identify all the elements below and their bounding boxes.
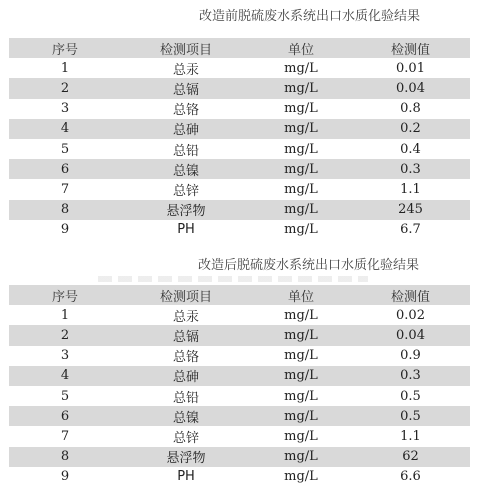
cell-test-item: PH xyxy=(177,469,195,485)
cell-serial-number: 7 xyxy=(60,181,70,197)
table-header-row xyxy=(9,38,470,58)
header-test-value: 检测值 xyxy=(390,289,430,305)
cell-unit: mg/L xyxy=(284,222,318,238)
cell-test-item: 总铅 xyxy=(172,143,199,159)
table-row xyxy=(9,58,470,78)
header-test-value: 检测值 xyxy=(390,42,430,58)
cell-serial-number: 1 xyxy=(60,307,70,323)
cell-test-item: 总镉 xyxy=(172,329,199,345)
cell-unit: mg/L xyxy=(284,101,318,117)
cell-unit: mg/L xyxy=(284,141,318,157)
cell-serial-number: 6 xyxy=(60,161,70,177)
cell-test-item: 总汞 xyxy=(172,62,199,78)
table-row xyxy=(9,447,470,467)
cell-test-value: 0.9 xyxy=(400,348,421,364)
cell-test-value: 1.1 xyxy=(400,181,421,197)
table-row xyxy=(9,220,470,240)
cell-test-item: 悬浮物 xyxy=(166,204,206,220)
cell-test-value: 6.7 xyxy=(400,222,421,238)
table-row xyxy=(9,159,470,179)
table-row xyxy=(9,305,470,325)
cell-test-value: 0.01 xyxy=(396,60,425,76)
cell-unit: mg/L xyxy=(284,181,318,197)
cell-unit: mg/L xyxy=(284,327,318,343)
cell-unit: mg/L xyxy=(284,469,318,485)
table-row xyxy=(9,467,470,487)
table-row xyxy=(9,139,470,159)
table-row xyxy=(9,406,470,426)
cell-test-item: 总汞 xyxy=(172,309,199,325)
cell-test-value: 0.2 xyxy=(400,121,421,137)
cell-unit: mg/L xyxy=(284,348,318,364)
cell-test-value: 0.04 xyxy=(396,327,425,343)
cell-test-item: 总砷 xyxy=(172,123,199,139)
header-test-item: 检测项目 xyxy=(159,289,212,305)
cell-test-value: 62 xyxy=(402,449,419,465)
table-after xyxy=(9,285,470,487)
bleed-through-artifact xyxy=(98,276,368,282)
cell-serial-number: 7 xyxy=(60,428,70,444)
table-row xyxy=(9,346,470,366)
cell-test-item: 总镉 xyxy=(172,82,199,98)
cell-test-value: 0.5 xyxy=(400,408,421,424)
cell-unit: mg/L xyxy=(284,307,318,323)
cell-test-value: 0.3 xyxy=(400,161,421,177)
cell-test-item: 总铬 xyxy=(172,350,199,366)
cell-test-item: 总铅 xyxy=(172,390,199,406)
header-unit: 单位 xyxy=(287,42,314,58)
table-before-caption: 改造前脱硫废水系统出口水质化验结果 xyxy=(199,9,421,24)
cell-unit: mg/L xyxy=(284,60,318,76)
cell-serial-number: 4 xyxy=(60,121,70,137)
cell-serial-number: 9 xyxy=(60,222,70,238)
cell-test-value: 0.5 xyxy=(400,388,421,404)
table-row xyxy=(9,386,470,406)
cell-serial-number: 6 xyxy=(60,408,70,424)
table-row xyxy=(9,78,470,98)
cell-serial-number: 2 xyxy=(60,327,70,343)
cell-test-item: 总锌 xyxy=(172,430,199,446)
header-test-item: 检测项目 xyxy=(159,42,212,58)
cell-test-value: 0.3 xyxy=(400,368,421,384)
table-row xyxy=(9,325,470,345)
table-after-caption: 改造后脱硫废水系统出口水质化验结果 xyxy=(198,258,420,273)
table-row xyxy=(9,179,470,199)
header-unit: 单位 xyxy=(287,289,314,305)
cell-serial-number: 2 xyxy=(60,80,70,96)
cell-serial-number: 8 xyxy=(60,449,70,465)
cell-test-value: 0.8 xyxy=(400,101,421,117)
cell-serial-number: 5 xyxy=(60,141,70,157)
cell-serial-number: 1 xyxy=(60,60,70,76)
header-serial-number: 序号 xyxy=(51,42,78,58)
cell-unit: mg/L xyxy=(284,368,318,384)
cell-unit: mg/L xyxy=(284,161,318,177)
cell-test-value: 6.6 xyxy=(400,469,421,485)
cell-test-value: 0.4 xyxy=(400,141,421,157)
cell-unit: mg/L xyxy=(284,202,318,218)
table-row xyxy=(9,426,470,446)
cell-test-item: 总镍 xyxy=(172,163,199,179)
cell-unit: mg/L xyxy=(284,449,318,465)
cell-serial-number: 8 xyxy=(60,202,70,218)
cell-unit: mg/L xyxy=(284,428,318,444)
cell-test-item: 总砷 xyxy=(172,370,199,386)
header-serial-number: 序号 xyxy=(51,289,78,305)
cell-serial-number: 3 xyxy=(60,101,70,117)
cell-serial-number: 4 xyxy=(60,368,70,384)
cell-serial-number: 9 xyxy=(60,469,70,485)
cell-serial-number: 5 xyxy=(60,388,70,404)
cell-serial-number: 3 xyxy=(60,348,70,364)
table-before xyxy=(9,38,470,240)
table-row xyxy=(9,200,470,220)
table-row xyxy=(9,99,470,119)
cell-unit: mg/L xyxy=(284,408,318,424)
cell-test-item: 悬浮物 xyxy=(166,451,206,467)
table-header-row xyxy=(9,285,470,305)
cell-unit: mg/L xyxy=(284,80,318,96)
cell-test-value: 245 xyxy=(398,202,423,218)
cell-unit: mg/L xyxy=(284,388,318,404)
cell-test-value: 0.02 xyxy=(396,307,425,323)
cell-unit: mg/L xyxy=(284,121,318,137)
cell-test-value: 1.1 xyxy=(400,428,421,444)
cell-test-item: 总锌 xyxy=(172,183,199,199)
cell-test-value: 0.04 xyxy=(396,80,425,96)
table-row xyxy=(9,366,470,386)
cell-test-item: PH xyxy=(177,222,195,238)
table-row xyxy=(9,119,470,139)
cell-test-item: 总铬 xyxy=(172,103,199,119)
cell-test-item: 总镍 xyxy=(172,410,199,426)
